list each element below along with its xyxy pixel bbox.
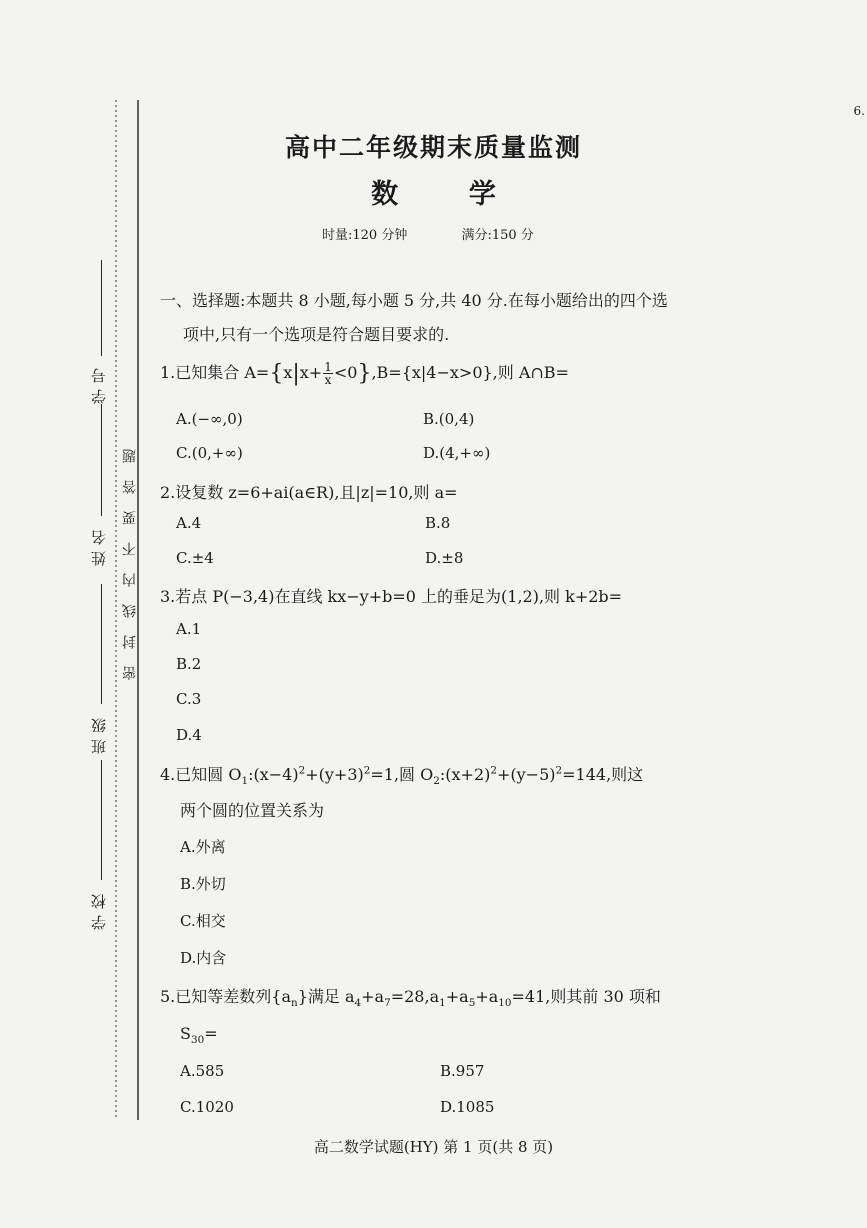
q5-s: S bbox=[180, 1024, 191, 1043]
name-label: 姓名 bbox=[90, 524, 108, 566]
q4-part-e: :(x+2) bbox=[439, 765, 491, 784]
q1-set-expr: x+ bbox=[299, 363, 323, 382]
student-no-line[interactable] bbox=[101, 260, 102, 356]
q2-option-a: A.4 bbox=[176, 514, 202, 532]
left-brace-icon: { bbox=[269, 361, 284, 386]
binding-dotted-line bbox=[114, 100, 118, 1120]
question-5-stem-line2 bbox=[180, 1024, 218, 1046]
q3-option-c: C.3 bbox=[176, 690, 202, 708]
subject-title bbox=[0, 172, 867, 211]
edge-mark: 6. bbox=[853, 104, 865, 118]
class-line[interactable] bbox=[101, 584, 102, 704]
q5-part-c: +a bbox=[361, 987, 385, 1006]
q4-option-a: A.外离 bbox=[180, 838, 226, 856]
exam-title: 高中二年级期末质量监测 bbox=[284, 133, 582, 162]
question-2-stem: 2.设复数 z=6+ai(a∈R),且|z|=10,则 a= bbox=[160, 483, 458, 502]
q1-option-c: C.(0,+∞) bbox=[176, 444, 243, 462]
duration: 时量:120 分钟 bbox=[322, 228, 408, 243]
q5-sub-30: 30 bbox=[190, 1034, 205, 1047]
question-3-stem: 3.若点 P(−3,4)在直线 kx−y+b=0 上的垂足为(1,2),则 k+2b= bbox=[160, 587, 623, 606]
question-1-stem bbox=[160, 360, 569, 386]
q1-option-a: A.(−∞,0) bbox=[176, 410, 243, 428]
q4-sub-1: 1 bbox=[241, 775, 249, 788]
q4-square-4: 2 bbox=[555, 764, 563, 777]
right-brace-icon: } bbox=[357, 361, 372, 386]
q5-part-b: }满足 a bbox=[297, 987, 355, 1006]
q5-part-f: +a bbox=[475, 987, 499, 1006]
school-line[interactable] bbox=[101, 760, 102, 880]
q3-option-b: B.2 bbox=[176, 655, 202, 673]
q5-option-d: D.1085 bbox=[440, 1098, 495, 1116]
q4-option-d: D.内含 bbox=[180, 949, 227, 967]
seal-warning-text: 密封线内不要答题 bbox=[122, 432, 138, 680]
q5-sub-1: 1 bbox=[439, 997, 446, 1010]
exam-meta bbox=[322, 224, 584, 243]
question-5-stem bbox=[160, 984, 661, 1009]
q4-square-2: 2 bbox=[363, 764, 371, 777]
q1-fraction bbox=[323, 361, 333, 386]
q1-option-d: D.(4,+∞) bbox=[423, 444, 491, 462]
q1-suffix: ,B={x|4−x>0},则 A∩B= bbox=[371, 363, 569, 382]
q1-set-var: x bbox=[283, 363, 293, 382]
q5-sub-5: 5 bbox=[468, 997, 476, 1010]
q4-part-f: +(y−5) bbox=[496, 765, 556, 784]
q1-option-b: B.(0,4) bbox=[423, 410, 475, 428]
q4-sub-2: 2 bbox=[433, 775, 440, 788]
q4-part-g: =144,则这 bbox=[562, 765, 644, 784]
bar-icon: | bbox=[292, 361, 300, 386]
q3-option-d: D.4 bbox=[176, 726, 202, 744]
q5-sub-n: n bbox=[291, 997, 298, 1010]
q4-square-1: 2 bbox=[298, 764, 306, 777]
section-heading-line2: 项中,只有一个选项是符合题目要求的. bbox=[183, 325, 450, 344]
q4-part-b: :(x−4) bbox=[248, 765, 299, 784]
q3-option-a: A.1 bbox=[176, 620, 202, 638]
q1-set-cond: <0 bbox=[333, 363, 358, 382]
q5-part-g: =41,则其前 30 项和 bbox=[511, 987, 661, 1006]
question-4-stem-line2: 两个圆的位置关系为 bbox=[180, 801, 325, 820]
question-4-stem bbox=[160, 762, 643, 787]
q1-prefix: 1.已知集合 A= bbox=[160, 363, 270, 382]
q5-option-b: B.957 bbox=[440, 1062, 485, 1080]
subject-char-2: 学 bbox=[468, 179, 496, 210]
section-heading-line1: 一、选择题:本题共 8 小题,每小题 5 分,共 40 分.在每小题给出的四个选 bbox=[160, 291, 668, 310]
school-label: 学校 bbox=[90, 888, 108, 930]
q4-square-3: 2 bbox=[490, 764, 497, 777]
q4-part-c: +(y+3) bbox=[305, 765, 364, 784]
q4-part-d: =1,圆 O bbox=[370, 765, 434, 784]
full-score: 满分:150 分 bbox=[461, 228, 534, 243]
q2-option-c: C.±4 bbox=[176, 549, 214, 567]
q5-equals: = bbox=[204, 1024, 218, 1043]
q5-part-e: +a bbox=[445, 987, 469, 1006]
q1-frac-den: x bbox=[324, 373, 332, 387]
q1-frac-num: 1 bbox=[324, 360, 332, 374]
name-line[interactable] bbox=[101, 404, 102, 516]
subject-char-1: 数 bbox=[371, 179, 399, 210]
q5-option-c: C.1020 bbox=[180, 1098, 234, 1116]
q4-option-b: B.外切 bbox=[180, 875, 226, 893]
q4-part-a: 4.已知圆 O bbox=[160, 765, 242, 784]
q5-sub-10: 10 bbox=[498, 997, 512, 1010]
q2-option-d: D.±8 bbox=[425, 549, 464, 567]
q5-option-a: A.585 bbox=[180, 1062, 225, 1080]
q5-part-a: 5.已知等差数列{a bbox=[160, 987, 291, 1006]
q5-sub-4: 4 bbox=[354, 997, 362, 1010]
page-footer: 高二数学试题(HY) 第 1 页(共 8 页) bbox=[313, 1138, 554, 1156]
q5-part-d: =28,a bbox=[390, 987, 440, 1006]
q4-option-c: C.相交 bbox=[180, 912, 226, 930]
q2-option-b: B.8 bbox=[425, 514, 451, 532]
class-label: 班级 bbox=[90, 712, 108, 754]
student-no-label: 学号 bbox=[90, 362, 108, 404]
q5-sub-7: 7 bbox=[384, 997, 391, 1010]
